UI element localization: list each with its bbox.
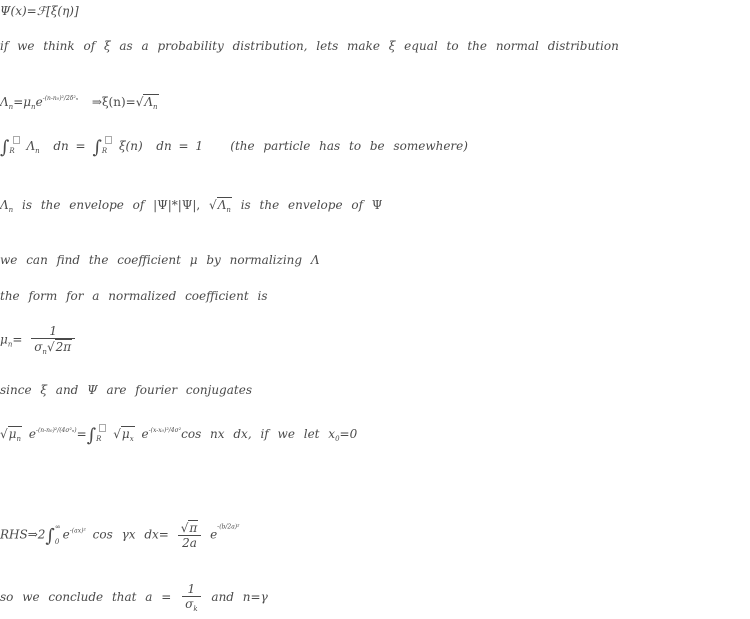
subscript: n	[8, 206, 14, 214]
note: (the particle has to be somewhere)	[230, 139, 468, 153]
exponent: -(n-n₀)²/2δ²ₙ	[42, 95, 79, 102]
sigma: σ	[185, 597, 194, 611]
exp-e: e	[141, 427, 149, 441]
lambda-symbol: Λ	[0, 95, 9, 109]
equation-mu-normalized	[0, 324, 77, 356]
exponent: -(ax)²	[69, 527, 86, 535]
text: since ξ and Ψ are fourier conjugates	[0, 383, 252, 397]
numerator: 1	[49, 324, 57, 338]
fraction	[182, 582, 200, 613]
implies-xi: ⇒ξ(n)=	[91, 95, 136, 109]
subscript: n	[16, 435, 21, 443]
numerator: √π	[180, 521, 198, 535]
equation-text: Ψ(x)=ℱ[ξ(η)]	[0, 4, 79, 18]
subscript: n	[153, 103, 158, 111]
cos-term: cos γx dx=	[92, 527, 169, 542]
root-lambda: Λ	[217, 198, 227, 212]
domain-r: R	[96, 435, 102, 443]
equation-fourier-transform: $√\mu_n$ $e^{-(n-n_0)^2/(4\sigma^2_n)}=\int_R$ $√\mu_x$ $e^{-(x-x_0)^2/4\sigma^2}\cos$ nx dx, if we let $x_0=0$	[0, 425, 358, 446]
exp-e: e	[62, 527, 70, 542]
text: is the envelope of	[22, 198, 145, 212]
sigma: σ	[34, 340, 43, 354]
equation-rhs-gaussian-integral: RHS⇒2∫ ∞ 0 $e^{-(ax)^2}$ cos γx dx= $\frac{√\pi}{2a}$ $e^{-(b/2a)^2}$	[0, 521, 240, 550]
mu: μ	[8, 427, 17, 441]
xi-n: ξ(n)	[118, 139, 143, 153]
equation-lambda-definition: $\Lambda_n=\mu_ne^{-(n-n_0)^2/2\delta^2_n}$ $\Rightarrow\xi(n)=√\Lambda_n$	[0, 95, 158, 111]
subscript: n	[8, 103, 14, 111]
equation-integral-normalization: $\int_R$ $\Lambda_n$ dn = $\int_R$ ξ(n) dn = 1 (the particle has to be somewhere)	[0, 137, 468, 158]
domain-r: R	[9, 147, 15, 155]
fraction	[31, 324, 75, 356]
text: so we conclude that a =	[0, 590, 172, 604]
text-line-fourier-conjugates	[0, 383, 252, 397]
lower-limit: 0	[54, 538, 60, 546]
text-line-normalized-form	[0, 289, 267, 303]
subscript: n	[7, 340, 13, 349]
text-line-conclusion	[0, 582, 268, 613]
equals-mu: =μ	[13, 95, 32, 109]
domain-r: R	[101, 147, 108, 155]
equals: =	[12, 332, 23, 347]
dn-equals-one: dn = 1	[156, 139, 204, 153]
lambda: Λ	[0, 198, 9, 212]
text: the form for a normalized coefficient is	[0, 289, 268, 303]
psi: Ψ	[371, 198, 383, 212]
tail-end: =0	[339, 427, 358, 441]
exp-e: e	[35, 95, 43, 109]
denominator	[182, 596, 200, 613]
subscript: k	[193, 605, 198, 613]
subscript: n	[31, 103, 36, 111]
subscript: n	[35, 147, 40, 155]
text-line-normal-distribution	[0, 39, 619, 53]
text: and n=γ	[211, 590, 268, 604]
subscript: n	[42, 348, 47, 356]
root-2pi: 2π	[55, 340, 72, 354]
exponent: -(x-x₀)²/4σ²	[148, 427, 182, 434]
text: we can find the coefficient μ by normalizing Λ	[0, 253, 320, 267]
exponent: -(b/2a)²	[217, 523, 240, 531]
root-pi: π	[189, 521, 198, 535]
exp-e: e	[28, 427, 36, 441]
numerator: 1	[187, 582, 196, 596]
tail-text: cos nx dx, if we let x	[181, 427, 336, 441]
text: is the envelope of	[240, 198, 364, 212]
lambda: Λ	[26, 139, 36, 153]
text-line-coefficient	[0, 253, 320, 267]
upper-limit: ∞	[54, 523, 61, 531]
exponent: -(n-n₀)²/(4σ²ₙ)	[35, 427, 77, 434]
mu: μ	[121, 427, 130, 441]
text-line-envelope: $\Lambda_n$ is the envelope of |Ψ|*|Ψ|, $√\Lambda_n$ is the envelope of Ψ	[0, 198, 383, 214]
equation-psi-fourier	[0, 4, 79, 18]
subscript: x	[129, 435, 134, 443]
placeholder-box	[13, 136, 20, 144]
placeholder-box	[105, 136, 112, 144]
placeholder-box	[99, 424, 106, 432]
root-lambda: Λ	[144, 95, 154, 109]
equals: =	[76, 427, 87, 441]
dn-equals: dn =	[53, 139, 86, 153]
exp-e: e	[210, 527, 218, 542]
denominator: 2a	[178, 535, 202, 550]
subscript: 0	[335, 435, 340, 443]
denominator: $\sigma_n√2\pi$	[31, 338, 75, 356]
text: if we think of ξ as a probability distribution, lets make ξ equal to the normal distribution	[0, 39, 619, 53]
psi-product: |Ψ|*|Ψ|,	[153, 198, 201, 212]
subscript: n	[226, 206, 231, 214]
rhs-label: RHS⇒2	[0, 527, 46, 542]
mu: μ	[0, 332, 8, 347]
fraction	[178, 520, 202, 550]
